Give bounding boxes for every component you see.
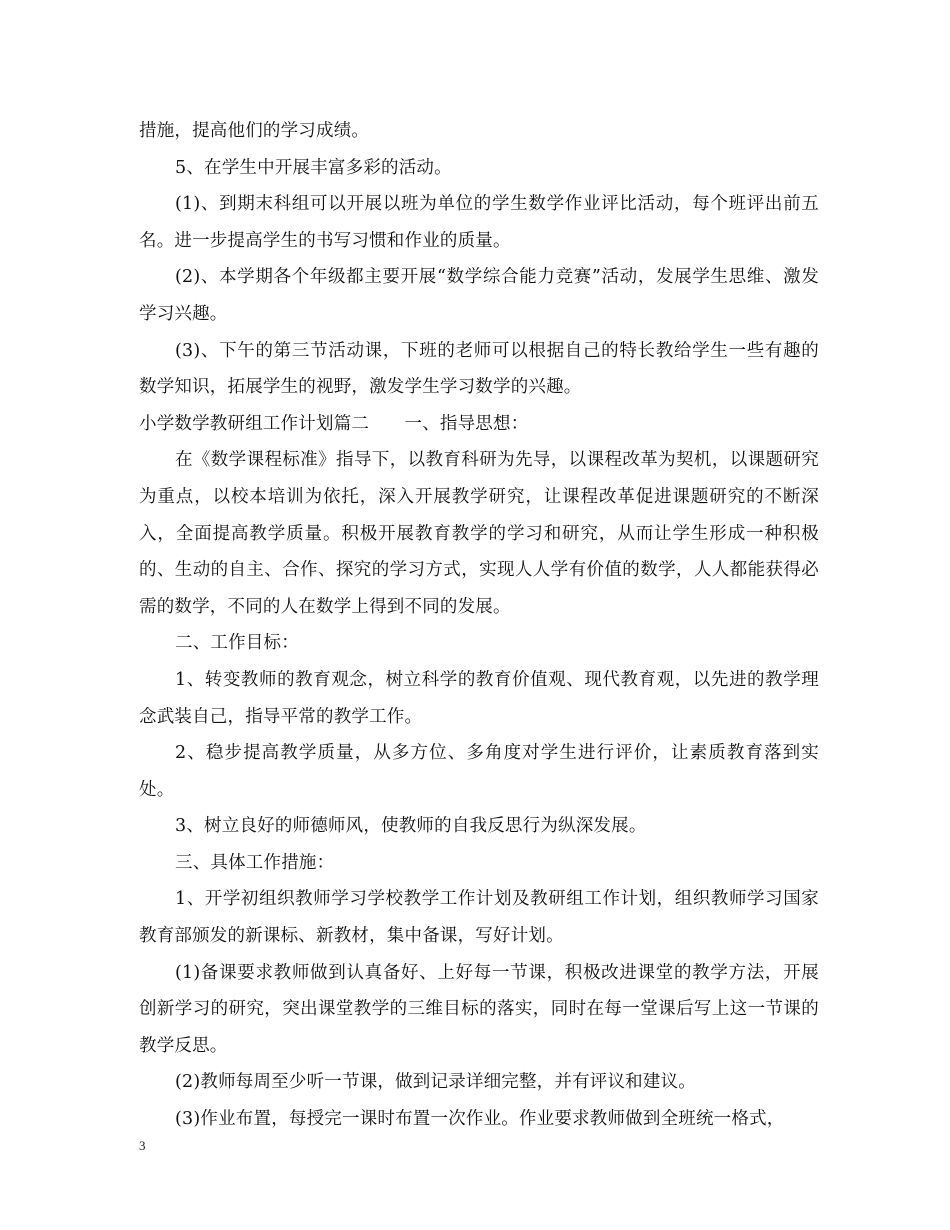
paragraph: (2)、本学期各个年级都主要开展“数学综合能力竞赛”活动，发展学生思维、激发学习兴趣。 xyxy=(139,267,819,324)
paragraph: 1、开学初组织教师学习学校教学工作计划及教研组工作计划，组织教师学习国家教育部颁发的新课标、新教材，集中备课，写好计划。 xyxy=(139,889,819,947)
paragraph: (1)、到期末科组可以开展以班为单位的学生数学作业评比活动，每个班评出前五名。进一步提高学生的书写习惯和作业的质量。 xyxy=(139,194,819,251)
paragraph: 措施，提高他们的学习成绩。 xyxy=(139,121,370,141)
paragraph: 3、树立良好的师德师风，使教师的自我反思行为纵深发展。 xyxy=(175,816,647,837)
page-number: 3 xyxy=(139,1138,146,1153)
paragraph: 1、转变教师的教育观念，树立科学的教育价值观、现代教育观，以先进的教学理念武装自己，指导平常的教学工作。 xyxy=(139,669,819,727)
paragraph: 三、具体工作措施： xyxy=(175,852,335,873)
paragraph: 二、工作目标： xyxy=(175,633,299,654)
paragraph: 5、在学生中开展丰富多彩的活动。 xyxy=(175,157,452,178)
paragraph: 小学数学教研组工作计划篇二 一、指导思想： xyxy=(139,413,529,434)
paragraph: 在《数学课程标准》指导下，以教育科研为先导，以课程改革为契机，以课题研究为重点，以校本培训为依托，深入开展教学研究，让课程改革促进课题研究的不断深入，全面提高教学质量。积极开展教育教学的学习和研究，从而让学生形成一种积极的、生动的自主、合作、探究的学习方式，实现人人学有价值的数学，人人都能获得必需的数学，不同的人在数学上得到不同的发展。 xyxy=(139,450,819,617)
paragraph: (2)教师每周至少听一节课，做到记录详细完整，并有评议和建议。 xyxy=(175,1072,696,1093)
paragraph: 2、稳步提高教学质量，从多方位、多角度对学生进行评价，让素质教育落到实处。 xyxy=(139,743,819,800)
document-body xyxy=(139,113,819,1138)
paragraph: (3)作业布置，每授完一课时布置一次作业。作业要求教师做到全班统一格式， xyxy=(175,1109,785,1130)
paragraph: (3)、下午的第三节活动课，下班的老师可以根据自己的特长教给学生一些有趣的数学知识，拓展学生的视野，激发学生学习数学的兴趣。 xyxy=(139,340,819,398)
paragraph: (1)备课要求教师做到认真备好、上好每一节课，积极改进课堂的教学方法，开展创新学习的研究，突出课堂教学的三维目标的落实，同时在每一堂课后写上这一节课的教学反思。 xyxy=(139,962,819,1056)
